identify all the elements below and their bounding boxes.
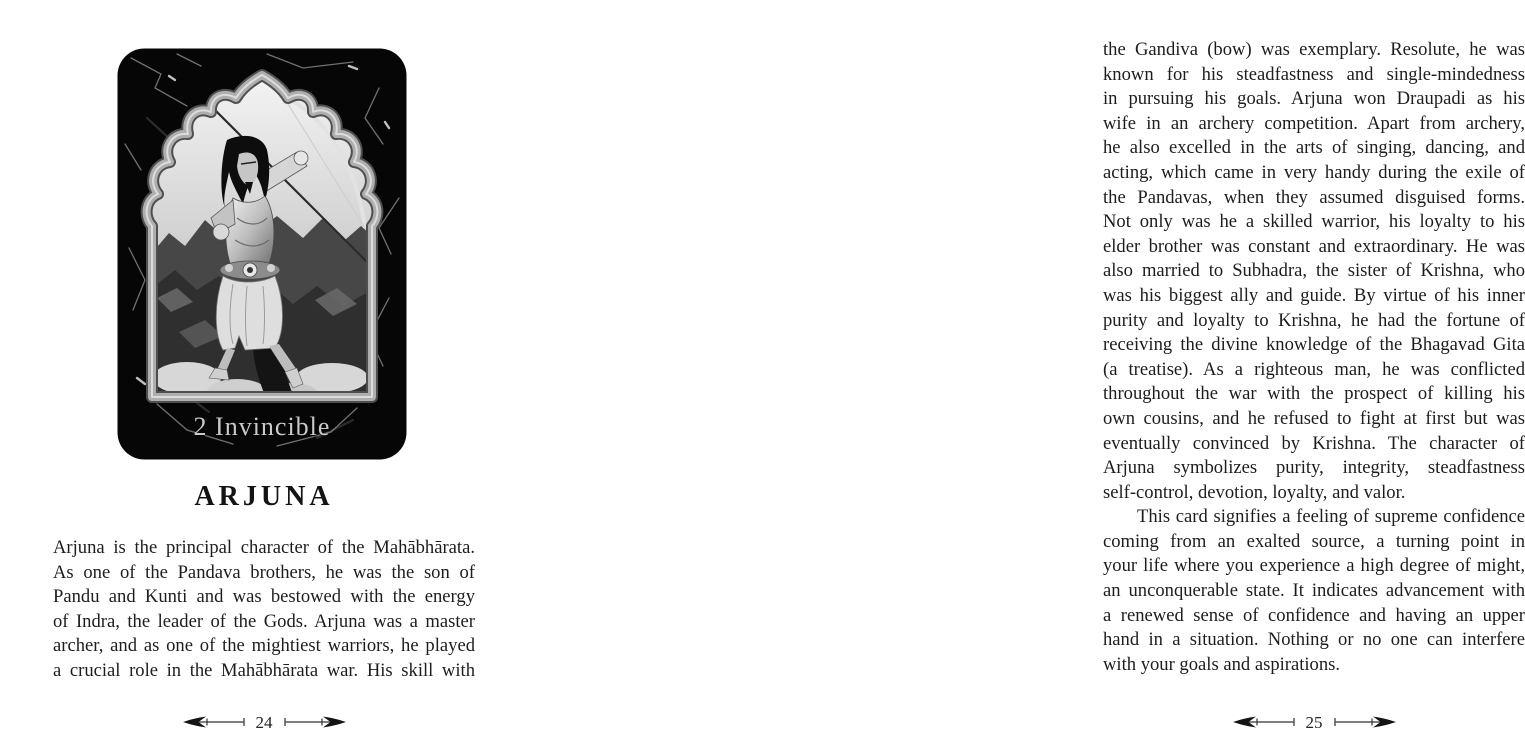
text-line: Arjuna is the principal character of the Mahābhārata. (53, 537, 475, 558)
text-line: a renewed sense of confidence and having an upper (1103, 604, 1525, 626)
right-page-text (1103, 38, 1525, 677)
text-line: Not only was he a skilled warrior, his loyalty to his (1103, 211, 1525, 233)
text-line: acting, which came in very handy during the exile of (1103, 161, 1525, 183)
page-number: 24 (255, 712, 273, 732)
text-line: As one of the Pandava brothers, he was the son of (53, 561, 475, 583)
left-page-text (53, 536, 475, 684)
text-line: of Indra, the leader of the Gods. Arjuna was a master (53, 610, 475, 632)
text-line: This card signifies a feeling of supreme confidence (1137, 506, 1525, 528)
paragraph (1103, 38, 1525, 505)
page-left (0, 0, 525, 750)
text-line: an unconquerable state. It indicates advancement with (1103, 580, 1525, 602)
chapter-title: ARJUNA (194, 481, 334, 512)
text-line: throughout the war with the prospect of killing his (1103, 383, 1525, 405)
text-line: wife in an archery competition. Apart from archery, (1103, 112, 1525, 134)
text-line: the Gandiva (bow) was exemplary. Resolute, he was (1103, 39, 1525, 60)
text-line: own cousins, and he refused to fight at first but was (1103, 407, 1525, 429)
card-caption: 2 Invincible (193, 412, 331, 441)
page-right (525, 0, 1525, 750)
text-line: in pursuing his goals. Arjuna won Draupadi as his (1103, 88, 1525, 110)
text-line: Arjuna symbolizes purity, integrity, steadfastness (1103, 457, 1525, 479)
text-line: self-control, devotion, loyalty, and valor. (1103, 481, 1406, 503)
page-ornament-right-arrow-icon (283, 715, 347, 729)
arjuna-card-illustration (117, 48, 407, 460)
page-ornament-right-arrow-icon (1333, 715, 1397, 729)
text-line: Pandu and Kunti and was bestowed with the energy (53, 586, 475, 608)
page-number: 25 (1305, 712, 1323, 732)
page-ornament-left-arrow-icon (182, 715, 246, 729)
text-line: elder brother was constant and extraordinary. He was (1103, 235, 1525, 257)
text-line: known for his steadfastness and single-mindedness (1103, 63, 1525, 85)
text-line: also married to Subhadra, the sister of Krishna, who (1103, 260, 1525, 282)
text-line: hand in a situation. Nothing or no one can interfere (1103, 629, 1525, 651)
paragraph (53, 536, 475, 684)
text-line: your life where you experience a high degree of might, (1103, 555, 1525, 577)
left-page-footer (53, 711, 475, 733)
text-line: eventually convinced by Krishna. The character of (1103, 432, 1525, 454)
text-line: archer, and as one of the mightiest warriors, he played (53, 635, 475, 657)
text-line: receiving the divine knowledge of the Bhagavad Gita (1103, 334, 1525, 356)
arjuna-card (117, 48, 407, 460)
text-line: a crucial role in the Mahābhārata war. His skill with (53, 659, 475, 681)
page-ornament-left-arrow-icon (1232, 715, 1296, 729)
text-line: the Pandavas, when they assumed disguised forms. (1103, 186, 1525, 208)
text-line: he also excelled in the arts of singing, dancing, and (1103, 137, 1525, 159)
paragraph (1103, 505, 1525, 677)
text-line: purity and loyalty to Krishna, he had the fortune of (1103, 309, 1525, 331)
text-line: coming from an exalted source, a turning point in (1103, 530, 1525, 552)
text-line: was his biggest ally and guide. By virtue of his inner (1103, 284, 1525, 306)
text-line: with your goals and aspirations. (1103, 653, 1341, 675)
right-page-footer (1103, 711, 1525, 733)
text-line: (a treatise). As a righteous man, he was conflicted (1103, 358, 1525, 380)
